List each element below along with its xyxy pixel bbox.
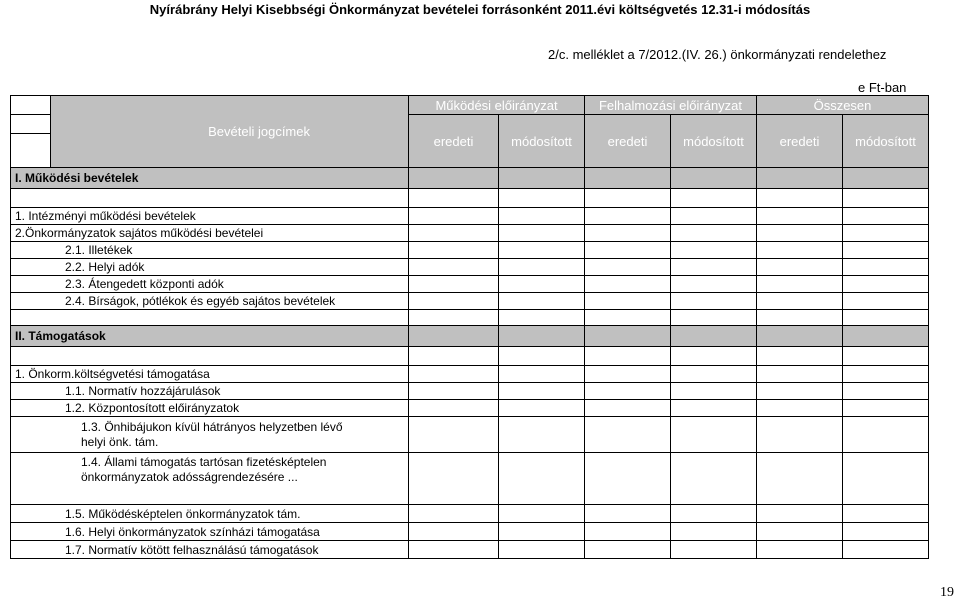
annex-reference: 2/c. melléklet a 7/2012.(IV. 26.) önkormányzati rendelethez [548,47,887,62]
group-header-osszesen: Összesen [757,96,929,115]
table-row: 1.5. Működésképtelen önkormányzatok tám. [11,505,409,523]
table-row: 2.2. Helyi adók [11,259,409,276]
subcol-eredeti-1: eredeti [409,115,499,168]
unit-label: e Ft-ban [858,80,907,95]
section-row-tamogatasok: II. Támogatások [11,326,409,347]
group-header-mukodesi: Működési előirányzat [409,96,585,115]
table-row: 1.1. Normatív hozzájárulások [11,383,409,400]
group-header-felhalmozasi: Felhalmozási előirányzat [585,96,757,115]
subcol-modositott-2: módosított [671,115,757,168]
table-row: 2.Önkormányzatok sajátos működési bevételei [11,225,409,242]
table-row: 2.3. Átengedett központi adók [11,276,409,293]
page-title: Nyírábrány Helyi Kisebbségi Önkormányzat bevételei forrásonként 2011.évi költségvetés 12.31-i módosítás [149,2,811,17]
page-number: 19 [940,585,954,600]
subcol-modositott-3: módosított [843,115,929,168]
table-row: 1. Intézményi működési bevételek [11,208,409,225]
table-row: 1. Önkorm.költségvetési támogatása [11,366,409,383]
table-row: 1.3. Önhibájukon kívül hátrányos helyzetben lévő helyi önk. tám. [11,417,409,453]
table-row: 2.4. Bírságok, pótlékok és egyéb sajátos bevételek [11,293,409,310]
table-row: 1.4. Állami támogatás tartósan fizetésképtelen önkormányzatok adósságrendezésére ... [11,453,409,505]
table-row: 1.6. Helyi önkormányzatok színházi támogatása [11,523,409,541]
subcol-modositott-1: módosított [499,115,585,168]
column-header-jogcimek: Bevételi jogcímek [51,96,409,168]
section-row-mukodesi-bevetelek: I. Működési bevételek [11,168,409,189]
subcol-eredeti-2: eredeti [585,115,671,168]
subcol-eredeti-3: eredeti [757,115,843,168]
table-row: 2.1. Illetékek [11,242,409,259]
table-row: 1.2. Központosított előirányzatok [11,400,409,417]
table-row: 1.7. Normatív kötött felhasználású támogatások [11,541,409,559]
revenue-table [10,95,929,559]
